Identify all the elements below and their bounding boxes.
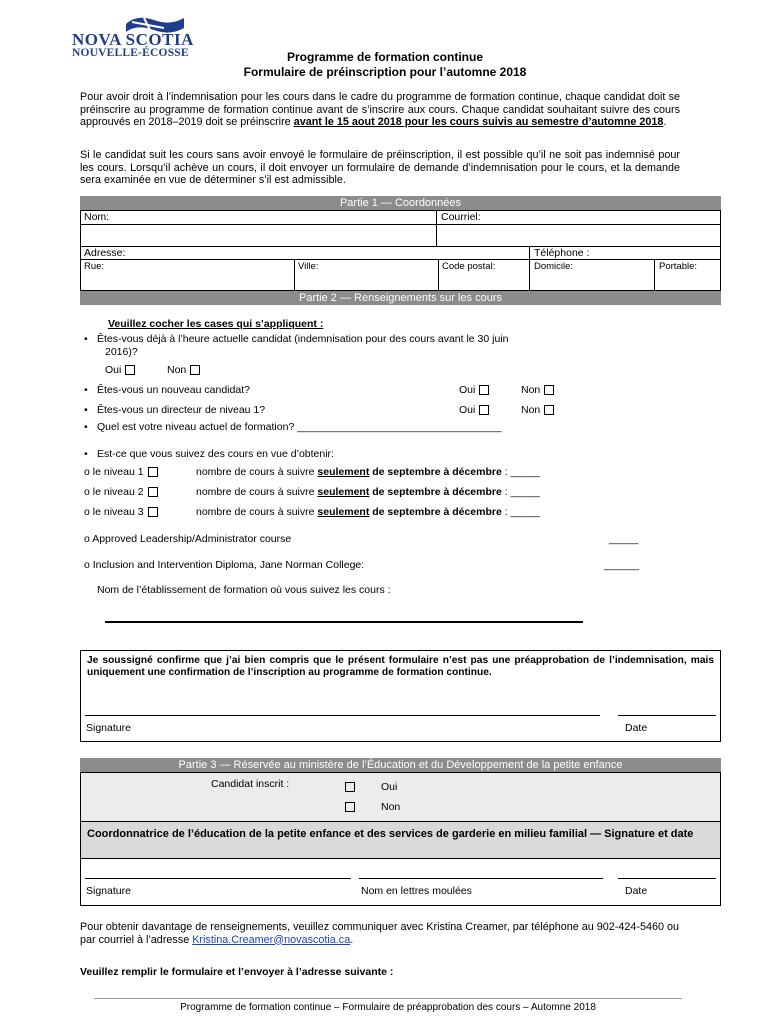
niveau2-option[interactable]: o le niveau 2 — [84, 486, 158, 498]
part1-box — [80, 210, 721, 291]
checkbox[interactable] — [190, 365, 200, 375]
intro-paragraph-2: Si le candidat suit les cours sans avoir envoyé le formulaire de préinscription, il est possible qu’il ne soit pas indemnisé pour les cours. Lorsqu’il achève un cours, il doit envoyer un formulaire de demande d’indemnisation pour le cours, et la demande sera examinée en vue de déterminer s’il est admissible. — [80, 149, 680, 186]
checkbox[interactable] — [125, 365, 135, 375]
etablissement-label: Nom de l’établissement de formation où vous suivez les cours : — [97, 584, 391, 596]
checkbox[interactable] — [148, 467, 158, 477]
niveau3-option[interactable]: o le niveau 3 — [84, 506, 158, 518]
niveau2-nombre[interactable]: nombre de cours à suivre seulement de septembre à décembre : _____ — [196, 486, 540, 498]
date-line[interactable] — [618, 715, 716, 716]
inclusion-blank[interactable]: ______ — [604, 559, 640, 571]
checkbox[interactable] — [148, 487, 158, 497]
inclusion-diploma[interactable]: o Inclusion and Intervention Diploma, Jane Norman College: — [84, 559, 365, 571]
coordonnatrice-text: Coordonnatrice de l’éducation de la petite enfance et des services de garderie en milieu familial — Signature et date — [87, 828, 694, 840]
email-link[interactable]: Kristina.Creamer@novascotia.ca — [192, 933, 351, 946]
logo-line1: NOVA SCOTIA — [72, 30, 194, 49]
domicile-label: Domicile: — [534, 261, 574, 272]
nom-field[interactable] — [84, 230, 424, 244]
part3-date-label: Date — [625, 885, 648, 897]
part3-signature-line[interactable] — [85, 878, 351, 879]
q1-non[interactable]: Non — [167, 364, 200, 376]
approved-blank[interactable]: _____ — [609, 533, 639, 545]
niveau1-option[interactable]: o le niveau 1 — [84, 466, 158, 478]
part2-header: Partie 2 — Renseignements sur les cours — [80, 291, 721, 305]
nom-label: Nom: — [84, 211, 110, 223]
q3-non[interactable]: Non — [521, 404, 554, 416]
portable-label: Portable: — [659, 261, 698, 272]
etablissement-field[interactable] — [105, 621, 583, 623]
q3-text: • Êtes-vous un directeur de niveau 1? — [97, 404, 265, 416]
deadline-text: avant le 15 aout 2018 pour les cours suivis au semestre d’automne 2018 — [293, 116, 664, 128]
title-line2: Formulaire de préinscription pour l’automne 2018 — [243, 65, 527, 79]
courriel-field[interactable] — [440, 230, 715, 244]
ville-label: Ville: — [298, 261, 319, 272]
telephone-label: Téléphone : — [534, 247, 590, 259]
checkbox[interactable] — [345, 802, 355, 812]
checkbox[interactable] — [148, 507, 158, 517]
instruction-text: Veuillez cocher les cases qui s’appliquent : — [108, 318, 324, 330]
part3-oui[interactable]: Oui — [341, 781, 397, 793]
q2-oui[interactable]: Oui — [459, 384, 489, 396]
q2-non[interactable]: Non — [521, 384, 554, 396]
contact-text: Pour obtenir davantage de renseignements, veuillez communiquer avec Kristina Creamer, par téléphone au 902-424-5460 ou par courriel à l’adresse Kristina.Creamer@novascotia.ca. — [80, 921, 679, 946]
part1-header: Partie 1 — Coordonnées — [80, 196, 721, 210]
footer-text: Programme de formation continue – Formulaire de préapprobation des cours – Automne 2018 — [180, 1002, 596, 1013]
part3-header: Partie 3 — Réservée au ministère de l’Éducation et du Développement de la petite enfance — [80, 758, 721, 772]
niveau1-nombre[interactable]: nombre de cours à suivre seulement de septembre à décembre : _____ — [196, 466, 540, 478]
checkbox[interactable] — [544, 385, 554, 395]
rue-label: Rue: — [84, 261, 105, 272]
signature-line[interactable] — [85, 715, 600, 716]
q1-text-cont: 2016)? — [105, 346, 138, 358]
checkbox[interactable] — [479, 385, 489, 395]
q3-oui[interactable]: Oui — [459, 404, 489, 416]
confirmation-text: Je soussigné confirme que j’ai bien compris que le présent formulaire n’est pas une préapprobation de l’indemnisation, mais uniquement une confirmation de l’inscription au programme de formation continue. — [87, 655, 714, 678]
adresse-label: Adresse: — [84, 247, 126, 259]
part3-signature-label: Signature — [86, 885, 131, 897]
checkbox[interactable] — [544, 405, 554, 415]
q1-text: • Êtes-vous déjà à l’heure actuelle candidat (indemnisation pour des cours avant le 30 juin — [97, 333, 509, 345]
part3-nom-line[interactable] — [359, 878, 603, 879]
niveau3-nombre[interactable]: nombre de cours à suivre seulement de septembre à décembre : _____ — [196, 506, 540, 518]
date-label: Date — [625, 722, 648, 734]
code-postal-label: Code postal: — [442, 261, 496, 272]
part3-date-line[interactable] — [618, 878, 716, 879]
part3-non[interactable]: Non — [341, 801, 400, 813]
approved-course[interactable]: o Approved Leadership/Administrator course — [84, 533, 292, 545]
signature-label: Signature — [86, 722, 131, 734]
checkbox[interactable] — [345, 782, 355, 792]
q5-text: • Est-ce que vous suivez des cours en vue d’obtenir: — [97, 448, 334, 460]
q2-text: • Êtes-vous un nouveau candidat? — [97, 384, 250, 396]
q4-text[interactable]: • Quel est votre niveau actuel de formation? ___________________________________ — [97, 421, 502, 433]
part3-nom-label: Nom en lettres moulées — [361, 885, 472, 897]
candidat-inscrit-label: Candidat inscrit : — [211, 778, 290, 790]
checkbox[interactable] — [479, 405, 489, 415]
title-line1: Programme de formation continue — [286, 50, 484, 64]
intro-paragraph-1: Pour avoir droit à l’indemnisation pour les cours dans le cadre du programme de formation continue, chaque candidat doit se préinscrire au programme de formation continue avant de s’inscrire aux cours. Chaque candidat souhaitant suivre des cours approuvés en 2018–2019 doit se préinscrire avant le 15 aout 2018 pour les cours suivis au semestre d’automne 2018. — [80, 91, 680, 128]
logo-line2: NOUVELLE-ÉCOSSE — [72, 47, 189, 59]
send-instruction: Veuillez remplir le formulaire et l’envoyer à l’adresse suivante : — [80, 966, 394, 978]
q1-oui[interactable]: Oui — [105, 364, 135, 376]
courriel-label: Courriel: — [441, 211, 481, 223]
